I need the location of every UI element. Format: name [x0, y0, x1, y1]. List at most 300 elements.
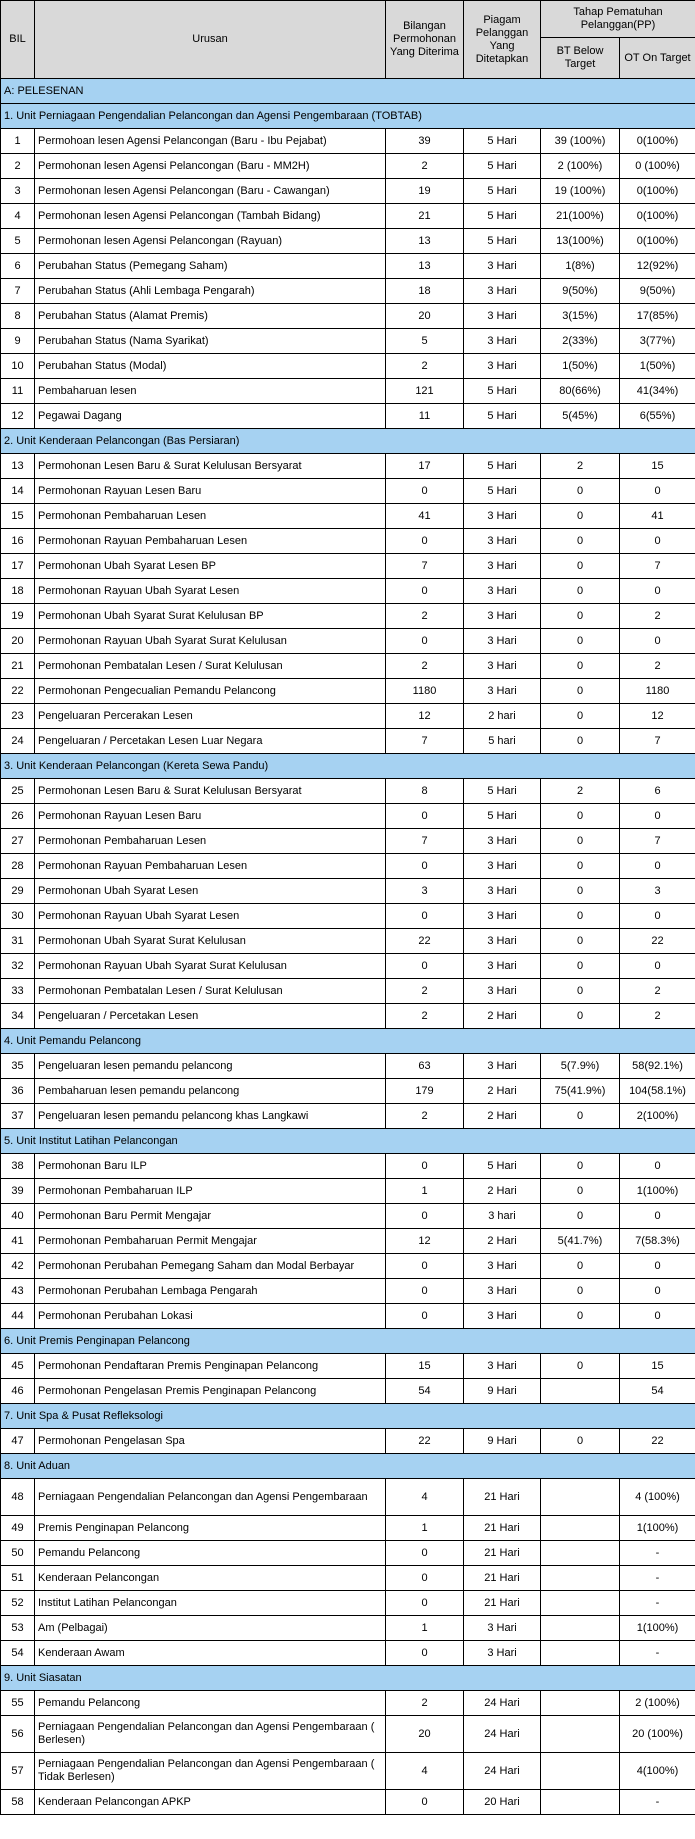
- cell-bil: 6: [1, 254, 35, 279]
- cell-bil: 33: [1, 979, 35, 1004]
- cell-urusan: Pengeluaran lesen pemandu pelancong khas Langkawi: [35, 1104, 386, 1129]
- cell-bt: 5(41.7%): [541, 1229, 620, 1254]
- table-row: [1, 1591, 695, 1616]
- section-header: [1, 1029, 695, 1054]
- cell-bil: 22: [1, 679, 35, 704]
- cell-piagam: 3 Hari: [464, 979, 541, 1004]
- cell-bilangan: 54: [386, 1379, 464, 1404]
- cell-ot: 4 (100%): [620, 1479, 695, 1516]
- section-title: 1. Unit Perniagaan Pengendalian Pelancongan dan Agensi Pengembaraan (TOBTAB): [1, 104, 695, 129]
- cell-bilangan: 0: [386, 1641, 464, 1666]
- cell-bilangan: 0: [386, 1279, 464, 1304]
- cell-urusan: Pengeluaran / Percetakan Lesen: [35, 1004, 386, 1029]
- cell-bt: 19 (100%): [541, 179, 620, 204]
- cell-bilangan: 5: [386, 329, 464, 354]
- cell-urusan: Permohonan Ubah Syarat Surat Kelulusan: [35, 929, 386, 954]
- cell-piagam: 3 Hari: [464, 504, 541, 529]
- cell-urusan: Pembaharuan lesen: [35, 379, 386, 404]
- cell-bilangan: 2: [386, 354, 464, 379]
- cell-urusan: Permohonan Rayuan Ubah Syarat Lesen: [35, 579, 386, 604]
- cell-urusan: Permohonan lesen Agensi Pelancongan (Baru - MM2H): [35, 154, 386, 179]
- cell-bt: 0: [541, 579, 620, 604]
- cell-bil: 28: [1, 854, 35, 879]
- cell-bil: 41: [1, 1229, 35, 1254]
- cell-bilangan: 0: [386, 1566, 464, 1591]
- cell-piagam: 3 Hari: [464, 604, 541, 629]
- table-row: [1, 979, 695, 1004]
- cell-piagam: 3 Hari: [464, 879, 541, 904]
- table-row: [1, 1616, 695, 1641]
- cell-urusan: Pengeluaran lesen pemandu pelancong: [35, 1054, 386, 1079]
- cell-ot: 0(100%): [620, 179, 695, 204]
- cell-bilangan: 0: [386, 479, 464, 504]
- cell-bilangan: 3: [386, 879, 464, 904]
- cell-bt: 0: [541, 529, 620, 554]
- cell-piagam: 3 Hari: [464, 1354, 541, 1379]
- cell-bilangan: 20: [386, 304, 464, 329]
- cell-ot: 0: [620, 804, 695, 829]
- cell-ot: 0: [620, 954, 695, 979]
- table-row: [1, 929, 695, 954]
- cell-bt: [541, 1691, 620, 1716]
- cell-bilangan: 0: [386, 1304, 464, 1329]
- cell-urusan: Pengeluaran / Percetakan Lesen Luar Negara: [35, 729, 386, 754]
- cell-bil: 26: [1, 804, 35, 829]
- table-row: [1, 1753, 695, 1790]
- cell-piagam: 5 Hari: [464, 454, 541, 479]
- cell-bt: [541, 1379, 620, 1404]
- cell-piagam: 9 Hari: [464, 1429, 541, 1454]
- cell-ot: 1(100%): [620, 1616, 695, 1641]
- cell-bt: [541, 1753, 620, 1790]
- cell-bt: [541, 1479, 620, 1516]
- cell-urusan: Perubahan Status (Pemegang Saham): [35, 254, 386, 279]
- cell-bil: 51: [1, 1566, 35, 1591]
- cell-bilangan: 22: [386, 929, 464, 954]
- cell-bilangan: 2: [386, 1104, 464, 1129]
- cell-urusan: Permohonan Pembaharuan Lesen: [35, 504, 386, 529]
- cell-bil: 15: [1, 504, 35, 529]
- cell-ot: 3(77%): [620, 329, 695, 354]
- section-title: 3. Unit Kenderaan Pelancongan (Kereta Sewa Pandu): [1, 754, 695, 779]
- cell-piagam: 5 Hari: [464, 379, 541, 404]
- cell-bt: [541, 1790, 620, 1815]
- cell-urusan: Permohonan Rayuan Ubah Syarat Surat Kelulusan: [35, 954, 386, 979]
- cell-bilangan: 7: [386, 554, 464, 579]
- table-row: [1, 354, 695, 379]
- cell-bt: [541, 1516, 620, 1541]
- cell-piagam: 3 Hari: [464, 954, 541, 979]
- section-header: [1, 1329, 695, 1354]
- cell-bil: 23: [1, 704, 35, 729]
- cell-bilangan: 39: [386, 129, 464, 154]
- cell-bil: 54: [1, 1641, 35, 1666]
- cell-urusan: Permohonan Lesen Baru & Surat Kelulusan Bersyarat: [35, 454, 386, 479]
- table-row: [1, 1691, 695, 1716]
- cell-bt: 0: [541, 1354, 620, 1379]
- cell-piagam: 2 Hari: [464, 1004, 541, 1029]
- cell-bil: 27: [1, 829, 35, 854]
- table-row: [1, 479, 695, 504]
- table-row: [1, 729, 695, 754]
- cell-bt: 0: [541, 654, 620, 679]
- cell-piagam: 3 Hari: [464, 529, 541, 554]
- cell-bt: 0: [541, 729, 620, 754]
- cell-ot: 12(92%): [620, 254, 695, 279]
- table-row: [1, 1790, 695, 1815]
- cell-urusan: Permohonan Pembaharuan ILP: [35, 1179, 386, 1204]
- cell-bil: 14: [1, 479, 35, 504]
- section-header: [1, 1454, 695, 1479]
- cell-piagam: 3 Hari: [464, 629, 541, 654]
- cell-ot: 0: [620, 579, 695, 604]
- cell-bt: 0: [541, 554, 620, 579]
- cell-bil: 46: [1, 1379, 35, 1404]
- cell-bil: 30: [1, 904, 35, 929]
- table-row: [1, 329, 695, 354]
- cell-urusan: Permohonan Pengecualian Pemandu Pelancong: [35, 679, 386, 704]
- cell-bilangan: 0: [386, 854, 464, 879]
- cell-bil: 37: [1, 1104, 35, 1129]
- cell-bil: 57: [1, 1753, 35, 1790]
- cell-ot: 0: [620, 1204, 695, 1229]
- cell-ot: 0: [620, 1254, 695, 1279]
- cell-ot: 7: [620, 554, 695, 579]
- cell-ot: 0: [620, 1154, 695, 1179]
- cell-piagam: 5 Hari: [464, 154, 541, 179]
- cell-urusan: Permohonan Baru Permit Mengajar: [35, 1204, 386, 1229]
- cell-piagam: 9 Hari: [464, 1379, 541, 1404]
- cell-ot: 41: [620, 504, 695, 529]
- cell-bilangan: 12: [386, 1229, 464, 1254]
- cell-bil: 34: [1, 1004, 35, 1029]
- table-row: [1, 1254, 695, 1279]
- table-row: [1, 829, 695, 854]
- header-bt: BT Below Target: [541, 38, 620, 79]
- cell-bil: 58: [1, 1790, 35, 1815]
- cell-piagam: 20 Hari: [464, 1790, 541, 1815]
- cell-urusan: Premis Penginapan Pelancong: [35, 1516, 386, 1541]
- cell-bt: 39 (100%): [541, 129, 620, 154]
- cell-bilangan: 41: [386, 504, 464, 529]
- cell-urusan: Pengeluaran Percerakan Lesen: [35, 704, 386, 729]
- cell-bilangan: 0: [386, 629, 464, 654]
- cell-bil: 11: [1, 379, 35, 404]
- cell-ot: 0: [620, 529, 695, 554]
- cell-urusan: Permohonan Perubahan Lembaga Pengarah: [35, 1279, 386, 1304]
- cell-ot: 104(58.1%): [620, 1079, 695, 1104]
- cell-ot: 2: [620, 654, 695, 679]
- cell-bt: 0: [541, 479, 620, 504]
- cell-piagam: 21 Hari: [464, 1566, 541, 1591]
- cell-piagam: 24 Hari: [464, 1691, 541, 1716]
- cell-urusan: Permohonan Rayuan Pembaharuan Lesen: [35, 854, 386, 879]
- cell-piagam: 2 Hari: [464, 1179, 541, 1204]
- cell-urusan: Perniagaan Pengendalian Pelancongan dan Agensi Pengembaraan ( Tidak Berlesen): [35, 1753, 386, 1790]
- table-row: [1, 629, 695, 654]
- cell-bil: 32: [1, 954, 35, 979]
- cell-piagam: 2 hari: [464, 704, 541, 729]
- cell-urusan: Perubahan Status (Ahli Lembaga Pengarah): [35, 279, 386, 304]
- cell-piagam: 3 Hari: [464, 1054, 541, 1079]
- cell-bt: 2: [541, 454, 620, 479]
- cell-bt: 0: [541, 1254, 620, 1279]
- cell-ot: 0: [620, 1304, 695, 1329]
- table-row: [1, 154, 695, 179]
- table-header: [1, 1, 695, 79]
- cell-urusan: Permohonan Ubah Syarat Lesen BP: [35, 554, 386, 579]
- cell-bilangan: 0: [386, 1541, 464, 1566]
- cell-bt: 0: [541, 1304, 620, 1329]
- cell-bilangan: 1: [386, 1516, 464, 1541]
- cell-bil: 53: [1, 1616, 35, 1641]
- section-title: 8. Unit Aduan: [1, 1454, 695, 1479]
- cell-bil: 43: [1, 1279, 35, 1304]
- cell-ot: -: [620, 1541, 695, 1566]
- cell-ot: 17(85%): [620, 304, 695, 329]
- cell-urusan: Permohonan Perubahan Lokasi: [35, 1304, 386, 1329]
- cell-bil: 16: [1, 529, 35, 554]
- table-row: [1, 504, 695, 529]
- cell-urusan: Permohonan Pengelasan Spa: [35, 1429, 386, 1454]
- table-row: [1, 654, 695, 679]
- cell-bil: 36: [1, 1079, 35, 1104]
- cell-bilangan: 18: [386, 279, 464, 304]
- section-header: [1, 79, 695, 104]
- header-piagam: Piagam Pelanggan Yang Ditetapkan: [464, 1, 541, 79]
- section-title: 9. Unit Siasatan: [1, 1666, 695, 1691]
- cell-piagam: 3 Hari: [464, 329, 541, 354]
- cell-piagam: 5 Hari: [464, 204, 541, 229]
- cell-urusan: Pemandu Pelancong: [35, 1541, 386, 1566]
- cell-bil: 7: [1, 279, 35, 304]
- cell-ot: 20 (100%): [620, 1716, 695, 1753]
- cell-urusan: Permohoan lesen Agensi Pelancongan (Baru - Ibu Pejabat): [35, 129, 386, 154]
- cell-bil: 17: [1, 554, 35, 579]
- table-row: [1, 1279, 695, 1304]
- cell-urusan: Permohonan lesen Agensi Pelancongan (Tambah Bidang): [35, 204, 386, 229]
- cell-bilangan: 2: [386, 1004, 464, 1029]
- cell-bilangan: 13: [386, 229, 464, 254]
- cell-urusan: Permohonan Pembaharuan Lesen: [35, 829, 386, 854]
- table-row: [1, 1716, 695, 1753]
- cell-bilangan: 1: [386, 1179, 464, 1204]
- cell-ot: 2: [620, 979, 695, 1004]
- cell-bilangan: 7: [386, 729, 464, 754]
- cell-ot: 7: [620, 829, 695, 854]
- cell-bil: 50: [1, 1541, 35, 1566]
- table-row: [1, 454, 695, 479]
- table-row: [1, 179, 695, 204]
- cell-bt: 2 (100%): [541, 154, 620, 179]
- table-row: [1, 1204, 695, 1229]
- cell-urusan: Kenderaan Pelancongan: [35, 1566, 386, 1591]
- cell-piagam: 21 Hari: [464, 1541, 541, 1566]
- cell-bilangan: 0: [386, 1254, 464, 1279]
- cell-piagam: 3 Hari: [464, 929, 541, 954]
- cell-bt: 0: [541, 929, 620, 954]
- cell-ot: 12: [620, 704, 695, 729]
- table-row: [1, 604, 695, 629]
- cell-bt: 0: [541, 504, 620, 529]
- table-row: [1, 529, 695, 554]
- cell-bilangan: 1: [386, 1616, 464, 1641]
- cell-bt: 80(66%): [541, 379, 620, 404]
- cell-bil: 20: [1, 629, 35, 654]
- cell-bilangan: 21: [386, 204, 464, 229]
- cell-ot: -: [620, 1790, 695, 1815]
- table-row: [1, 954, 695, 979]
- cell-piagam: 5 Hari: [464, 179, 541, 204]
- cell-bilangan: 8: [386, 779, 464, 804]
- cell-bt: 0: [541, 1429, 620, 1454]
- cell-bt: 0: [541, 1104, 620, 1129]
- cell-bilangan: 0: [386, 954, 464, 979]
- cell-bt: 0: [541, 1204, 620, 1229]
- cell-bt: 21(100%): [541, 204, 620, 229]
- cell-bilangan: 121: [386, 379, 464, 404]
- cell-bil: 38: [1, 1154, 35, 1179]
- cell-urusan: Permohonan Pembatalan Lesen / Surat Kelulusan: [35, 979, 386, 1004]
- cell-urusan: Permohonan Perubahan Pemegang Saham dan Modal Berbayar: [35, 1254, 386, 1279]
- cell-piagam: 3 Hari: [464, 1254, 541, 1279]
- table-row: [1, 1179, 695, 1204]
- cell-bilangan: 0: [386, 1591, 464, 1616]
- cell-urusan: Am (Pelbagai): [35, 1616, 386, 1641]
- cell-ot: 0: [620, 904, 695, 929]
- cell-bt: 5(7.9%): [541, 1054, 620, 1079]
- section-title: 5. Unit Institut Latihan Pelancongan: [1, 1129, 695, 1154]
- cell-bil: 29: [1, 879, 35, 904]
- cell-ot: 54: [620, 1379, 695, 1404]
- cell-bilangan: 0: [386, 804, 464, 829]
- cell-bilangan: 15: [386, 1354, 464, 1379]
- section-title: 2. Unit Kenderaan Pelancongan (Bas Persiaran): [1, 429, 695, 454]
- cell-bt: 9(50%): [541, 279, 620, 304]
- cell-bil: 55: [1, 1691, 35, 1716]
- cell-bt: 0: [541, 1154, 620, 1179]
- section-title: 7. Unit Spa & Pusat Refleksologi: [1, 1404, 695, 1429]
- cell-piagam: 5 Hari: [464, 779, 541, 804]
- cell-bil: 4: [1, 204, 35, 229]
- cell-bilangan: 1180: [386, 679, 464, 704]
- cell-ot: 0(100%): [620, 204, 695, 229]
- cell-bil: 21: [1, 654, 35, 679]
- cell-urusan: Perubahan Status (Nama Syarikat): [35, 329, 386, 354]
- cell-bt: 0: [541, 879, 620, 904]
- cell-urusan: Permohonan Ubah Syarat Surat Kelulusan BP: [35, 604, 386, 629]
- cell-urusan: Permohonan lesen Agensi Pelancongan (Rayuan): [35, 229, 386, 254]
- cell-bt: 0: [541, 954, 620, 979]
- table-row: [1, 379, 695, 404]
- cell-urusan: Kenderaan Pelancongan APKP: [35, 1790, 386, 1815]
- cell-bt: 0: [541, 1179, 620, 1204]
- cell-ot: 15: [620, 1354, 695, 1379]
- cell-bil: 49: [1, 1516, 35, 1541]
- table-row: [1, 1004, 695, 1029]
- cell-bt: 1(8%): [541, 254, 620, 279]
- cell-ot: 41(34%): [620, 379, 695, 404]
- table-row: [1, 1304, 695, 1329]
- table-row: [1, 254, 695, 279]
- cell-ot: 0: [620, 854, 695, 879]
- header-tahap: Tahap Pematuhan Pelanggan(PP): [541, 1, 695, 38]
- cell-bil: 39: [1, 1179, 35, 1204]
- cell-ot: 1(100%): [620, 1179, 695, 1204]
- table-row: [1, 1354, 695, 1379]
- cell-ot: 2: [620, 1004, 695, 1029]
- table-row: [1, 1641, 695, 1666]
- cell-piagam: 21 Hari: [464, 1516, 541, 1541]
- cell-ot: 0(100%): [620, 129, 695, 154]
- cell-urusan: Kenderaan Awam: [35, 1641, 386, 1666]
- cell-piagam: 3 Hari: [464, 1304, 541, 1329]
- cell-urusan: Permohonan Rayuan Ubah Syarat Surat Kelulusan: [35, 629, 386, 654]
- cell-bt: 0: [541, 979, 620, 1004]
- cell-bt: [541, 1541, 620, 1566]
- table-row: [1, 679, 695, 704]
- cell-urusan: Permohonan Baru ILP: [35, 1154, 386, 1179]
- cell-bil: 9: [1, 329, 35, 354]
- cell-ot: 9(50%): [620, 279, 695, 304]
- cell-bilangan: 7: [386, 829, 464, 854]
- cell-urusan: Pemandu Pelancong: [35, 1691, 386, 1716]
- cell-bilangan: 13: [386, 254, 464, 279]
- table-row: [1, 704, 695, 729]
- cell-urusan: Permohonan Rayuan Ubah Syarat Lesen: [35, 904, 386, 929]
- cell-bt: 75(41.9%): [541, 1079, 620, 1104]
- cell-bilangan: 2: [386, 154, 464, 179]
- cell-bilangan: 0: [386, 904, 464, 929]
- table-row: [1, 804, 695, 829]
- cell-bilangan: 4: [386, 1479, 464, 1516]
- cell-bt: 13(100%): [541, 229, 620, 254]
- table-row: [1, 1429, 695, 1454]
- cell-urusan: Permohonan Pembaharuan Permit Mengajar: [35, 1229, 386, 1254]
- section-title: 6. Unit Premis Penginapan Pelancong: [1, 1329, 695, 1354]
- table-row: [1, 1229, 695, 1254]
- cell-urusan: Pembaharuan lesen pemandu pelancong: [35, 1079, 386, 1104]
- cell-bilangan: 2: [386, 604, 464, 629]
- cell-bil: 24: [1, 729, 35, 754]
- cell-urusan: Pegawai Dagang: [35, 404, 386, 429]
- cell-piagam: 5 Hari: [464, 804, 541, 829]
- section-header: [1, 1666, 695, 1691]
- cell-urusan: Institut Latihan Pelancongan: [35, 1591, 386, 1616]
- cell-bilangan: 2: [386, 654, 464, 679]
- cell-bilangan: 4: [386, 1753, 464, 1790]
- cell-bil: 44: [1, 1304, 35, 1329]
- cell-bil: 35: [1, 1054, 35, 1079]
- cell-bil: 19: [1, 604, 35, 629]
- cell-piagam: 21 Hari: [464, 1591, 541, 1616]
- cell-bil: 31: [1, 929, 35, 954]
- cell-ot: 7: [620, 729, 695, 754]
- cell-bilangan: 20: [386, 1716, 464, 1753]
- cell-ot: 4(100%): [620, 1753, 695, 1790]
- section-header: [1, 1129, 695, 1154]
- cell-bil: 47: [1, 1429, 35, 1454]
- cell-piagam: 5 Hari: [464, 229, 541, 254]
- cell-ot: 1180: [620, 679, 695, 704]
- cell-bilangan: 179: [386, 1079, 464, 1104]
- table-row: [1, 229, 695, 254]
- cell-bilangan: 2: [386, 979, 464, 1004]
- cell-bilangan: 17: [386, 454, 464, 479]
- table-row: [1, 779, 695, 804]
- cell-urusan: Perniagaan Pengendalian Pelancongan dan Agensi Pengembaraan ( Berlesen): [35, 1716, 386, 1753]
- cell-bil: 12: [1, 404, 35, 429]
